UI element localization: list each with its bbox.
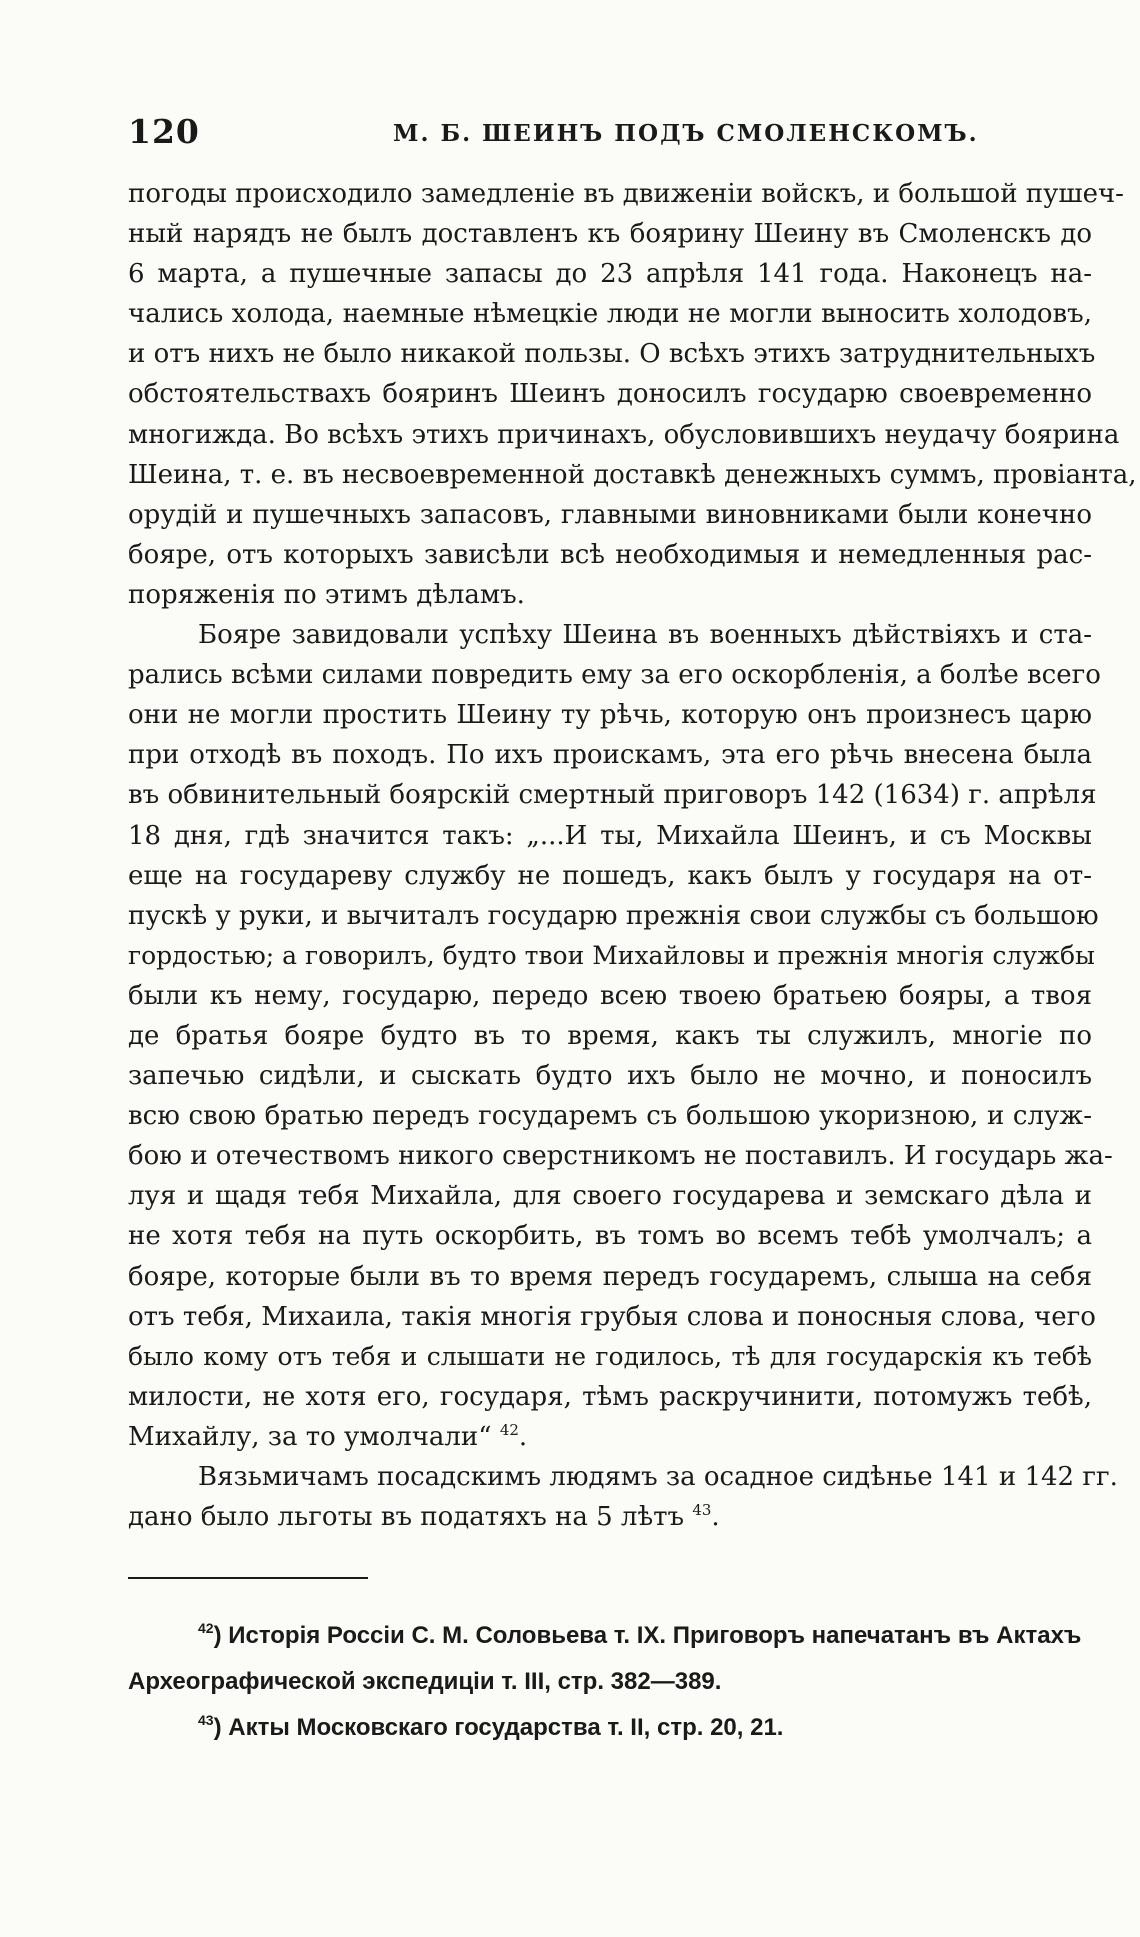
footnote-marker: 43 <box>198 1712 214 1728</box>
footnote-text: Археографической экспедиціи т. III, стр. 382—389. <box>128 1668 722 1695</box>
text-line: чались холода, наемные нѣмецкіе люди не могли выносить холодовъ, <box>128 299 1092 330</box>
text-line: всю свою братью передъ государемъ съ большою укоризною, и служ- <box>128 1101 1092 1132</box>
text-line: пускѣ у руки, и вычиталъ государю прежнія свои службы съ большою <box>128 900 1099 931</box>
text-line: Бояре завидовали успѣху Шеина въ военныхъ дѣйствіяхъ и ста- <box>198 620 1092 651</box>
text-line: погоды происходило замедленіе въ движеніи войскъ, и большой пушеч- <box>128 179 1124 209</box>
page-header <box>128 112 1092 152</box>
text-line: при отходѣ въ походъ. По ихъ проискамъ, эта его рѣчь внесена была <box>128 740 1092 771</box>
page-number: 120 <box>128 112 200 151</box>
text-line: Вязьмичамъ посадскимъ людямъ за осадное сидѣнье 141 и 142 гг. <box>198 1462 1118 1492</box>
text-line: дано было льготы въ податяхъ на 5 лѣтъ <box>128 1502 685 1533</box>
text-line: Михайлу, за то умолчали“ <box>128 1421 492 1452</box>
footnote-42 <box>128 1613 1092 1659</box>
text-line: въ обвинительный боярскій смертный приговоръ 142 (1634) г. апрѣля <box>128 780 1097 811</box>
text-line: запечью сидѣли, и сыскать будто ихъ было не мочно, и поносилъ <box>128 1061 1092 1092</box>
text-line: 18 дня, гдѣ значится такъ: „...И ты, Михайла Шеинъ, и съ Москвы <box>128 820 1092 851</box>
text-line: многижда. Во всѣхъ этихъ причинахъ, обусловившихъ неудачу боярина <box>128 419 1120 450</box>
text-line: обстоятельствахъ бояринъ Шеинъ доносилъ государю своевременно <box>128 379 1092 410</box>
text-line: и отъ нихъ не было никакой пользы. О всѣхъ этихъ затруднительныхъ <box>128 339 1096 370</box>
text-line: милости, не хотя его, государя, тѣмъ раскручинити, потомужъ тебѣ, <box>128 1381 1092 1412</box>
text-line: не хотя тебя на путь оскорбить, въ томъ во всемъ тебѣ умолчалъ; а <box>128 1221 1092 1252</box>
footnote-marker: 42 <box>198 1620 214 1636</box>
footnote-43 <box>128 1705 1092 1751</box>
text-line: рались всѣми силами повредить ему за его оскорбленія, а болѣе всего <box>128 660 1101 691</box>
text-line: поряженія по этимъ дѣламъ. <box>128 579 525 610</box>
text-line: они не могли простить Шеину ту рѣчь, которую онъ произнесъ царю <box>128 700 1092 731</box>
footnote-text: ) Исторія Россіи С. М. Соловьева т. IX. Приговоръ напечатанъ въ Актахъ <box>213 1622 1082 1649</box>
footnote-text: ) Акты Московскаго государства т. II, стр. 20, 21. <box>213 1714 784 1741</box>
text-line: гордостью; а говорилъ, будто твои Михайловы и прежнія многія службы <box>128 940 1095 970</box>
text-line: бояре, которые были въ то время передъ государемъ, слыша на себя <box>128 1261 1092 1292</box>
text-line: орудій и пушечныхъ запасовъ, главными виновниками были конечно <box>128 499 1092 530</box>
text-line: 6 марта, а пушечные запасы до 23 апрѣля 141 года. Наконецъ на- <box>128 259 1092 290</box>
text-line: были къ нему, государю, передо всею твоею братьею бояры, а твоя <box>128 980 1092 1011</box>
footnote-ref-43: 43 <box>692 1501 712 1520</box>
text-line-with-note: дано было льготы въ податяхъ на 5 лѣтъ $^{43}$. <box>128 1501 720 1533</box>
body-text <box>128 174 1137 1537</box>
footnote-42-continued <box>128 1659 1092 1705</box>
footnotes <box>128 1613 1092 1751</box>
running-title: М. Б. ШЕИНЪ ПОДЪ СМОЛЕНСКОМЪ. <box>393 120 979 147</box>
text-line: было кому отъ тебя и слышати не годилось, тѣ для государскія къ тебѣ <box>128 1341 1092 1371</box>
text-line: де братья бояре будто въ то время, какъ ты служилъ, многіе по <box>128 1020 1092 1051</box>
text-line: бою и отечествомъ никого сверстникомъ не поставилъ. И государь жа- <box>128 1141 1113 1172</box>
text-line: Шеина, т. е. въ несвоевременной доставкѣ денежныхъ суммъ, провіанта, <box>128 459 1137 490</box>
text-line: отъ тебя, Михаила, такія многія грубыя слова и поносныя слова, чего <box>128 1301 1096 1332</box>
text-line-with-note: Михайлу, за то умолчали“ $^{42}$. <box>128 1420 528 1452</box>
text-line: луя и щадя тебя Михайла, для своего государева и земскаго дѣла и <box>128 1181 1092 1212</box>
text-line: ный нарядъ не былъ доставленъ къ боярину Шеину въ Смоленскъ до <box>128 219 1092 250</box>
footnote-divider <box>128 1577 368 1579</box>
text-line: еще на государеву службу не пошедъ, какъ былъ у государя на от- <box>128 860 1092 891</box>
footnote-ref-42: 42 <box>499 1420 519 1439</box>
text-line: бояре, отъ которыхъ зависѣли всѣ необходимыя и немедленныя рас- <box>128 539 1092 570</box>
